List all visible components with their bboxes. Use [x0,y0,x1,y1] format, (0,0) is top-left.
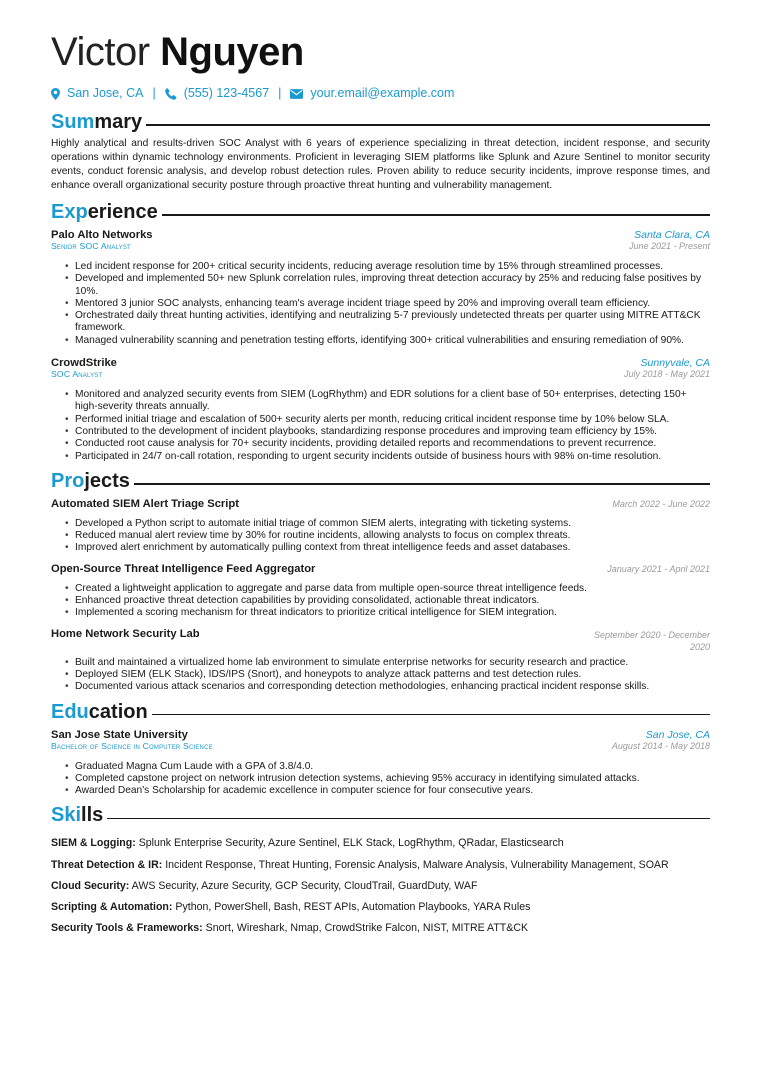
degree: Bachelor of Science in Computer Science [51,740,213,751]
bullet-item: • Created a lightweight application to aggregate and parse data from multiple open-source threat intelligence feeds. [75,583,710,595]
summary-text: Highly analytical and results-driven SOC Analyst with 6 years of experience specializing in threat detection, incident response, and security operations within dynamic technology environments. Proficient in leveraging SIEM platforms like Splunk and Azure Sentinel to monitor security events, conduct forensic analysis, and develop robust detection rules. Proven ability to reduce security incidents, improve response times, and enhance overall organizational security posture through proactive threat hunting and vulnerability management. [51,138,710,191]
bullet-item: • Documented various attack scenarios and corresponding detection methodologies, enhancing practical incident response skills. [75,681,710,693]
envelope-icon [290,89,303,99]
education-dates: August 2014 - May 2018 [611,740,710,751]
skill-category: SIEM & Logging: [51,837,136,850]
section-title: Education [51,700,148,723]
bullet-item: • Conducted root cause analysis for 70+ security incidents, providing detailed reports and recommendations to prevent recurrence. [75,438,710,450]
bullet-list [51,261,710,347]
project-entry [51,498,710,555]
skill-values: Incident Response, Threat Hunting, Forensic Analysis, Malware Analysis, Vulnerability Management, SOAR [165,858,669,871]
project-dates: September 2020 - December 2020 [593,629,710,653]
company-name: CrowdStrike [51,357,117,370]
bullet-list [51,518,710,555]
bullet-item: • Participated in 24/7 on-call rotation, responding to urgent security incidents outside of business hours with 98% on-time resolution. [75,451,710,463]
section-divider [152,714,710,716]
section-title: Summary [51,111,143,133]
bullet-item: • Awarded Dean's Scholarship for academic excellence in computer science for four consecutive years. [75,785,710,797]
section-divider [162,214,710,216]
section-divider [107,818,710,820]
project-name: Automated SIEM Alert Triage Script [51,497,239,510]
project-name: Home Network Security Lab [51,627,200,640]
contact-separator: | [152,86,156,100]
bullet-item: • Led incident response for 200+ critical security incidents, reducing average resolution time by 15% through streamlined processes. [75,261,710,273]
skills-heading [51,803,710,827]
job-location: Sunnyvale, CA [640,357,710,370]
location-text: San Jose, CA [67,86,144,100]
bullet-item: • Contributed to the development of incident playbooks, standardizing response procedures and improving team efficiency by 15%. [75,426,710,438]
bullet-item: • Completed capstone project on network intrusion detection systems, achieving 95% accuracy in identifying simulated attacks. [75,773,710,785]
experience-heading [51,200,710,224]
section-title: Projects [51,469,130,492]
company-name: Palo Alto Networks [51,229,153,241]
project-entry [51,628,710,694]
school-location: San Jose, CA [645,728,710,741]
phone-icon [165,88,177,100]
bullet-item: • Deployed SIEM (ELK Stack), IDS/IPS (Snort), and honeypots to analyze attack patterns and test detection rules. [75,669,710,681]
skill-values: AWS Security, Azure Security, GCP Security, CloudTrail, GuardDuty, WAF [131,879,478,892]
bullet-item: • Built and maintained a virtualized home lab environment to simulate enterprise networks for security research and practice. [75,657,710,669]
resume-page [51,30,710,939]
bullet-item: • Reduced manual alert review time by 30% for routine incidents, allowing analysts to focus on complex threats. [75,530,710,542]
job-title: Senior SOC Analyst [51,241,131,251]
job-title: SOC Analyst [51,369,103,380]
section-title: Experience [51,201,158,223]
first-name: Victor [51,30,150,74]
skill-category: Security Tools & Frameworks: [51,922,203,935]
school-name: San Jose State University [51,728,188,741]
bullet-item: • Improved alert enrichment by automatically pulling context from threat intelligence feeds and asset databases. [75,542,710,554]
experience-entry [51,357,710,463]
last-name: Nguyen [160,30,304,74]
candidate-name [51,30,710,74]
project-entry [51,563,710,620]
section-divider [134,483,710,485]
skill-row [51,897,710,918]
project-dates: March 2022 - June 2022 [612,498,710,509]
bullet-item: • Enhanced proactive threat detection capabilities by providing consolidated, actionable threat indicators. [75,595,710,607]
job-dates: July 2018 - May 2021 [623,369,710,380]
contact-phone[interactable] [165,86,269,100]
bullet-item: • Performed initial triage and escalation of 500+ security alerts per month, reducing critical incident response time by 10% below SLA. [75,414,710,426]
job-dates: June 2021 - Present [628,241,710,251]
phone-text: (555) 123-4567 [183,86,270,100]
contact-location [51,86,143,100]
skill-values: Splunk Enterprise Security, Azure Sentinel, ELK Stack, LogRhythm, QRadar, Elasticsearch [138,837,564,850]
skill-values: Snort, Wireshark, Nmap, CrowdStrike Falcon, NIST, MITRE ATT&CK [205,922,529,935]
job-location: Santa Clara, CA [634,229,710,241]
section-title: Skills [51,804,104,827]
summary-heading [51,110,710,134]
skill-values: Python, PowerShell, Bash, REST APIs, Automation Playbooks, YARA Rules [175,901,531,914]
bullet-item: • Implemented a scoring mechanism for threat indicators to prioritize critical intelligence for SIEM integration. [75,607,710,619]
skill-row [51,855,710,876]
experience-entry [51,229,710,347]
skill-category: Threat Detection & IR: [51,858,163,871]
project-dates: January 2021 - April 2021 [607,563,710,574]
project-name: Open-Source Threat Intelligence Feed Aggregator [51,562,316,575]
bullet-item: • Managed vulnerability scanning and penetration testing efforts, identifying 300+ critical vulnerabilities and ensuring remediation of 90%. [75,335,710,347]
skill-row [51,918,710,939]
bullet-list [51,583,710,620]
bullet-item: • Monitored and analyzed security events from SIEM (LogRhythm) and EDR solutions for a client base of 50+ enterprises, detecting 150+ high-severity threats annually. [75,389,710,414]
bullet-list [51,761,710,798]
skill-category: Cloud Security: [51,879,130,892]
email-link: your.email@example.com [310,86,455,100]
bullet-item: • Developed a Python script to automate initial triage of common SIEM alerts, integrating with ticketing systems. [75,518,710,530]
contact-line [51,86,710,100]
skill-category: Scripting & Automation: [51,901,173,914]
education-entry [51,729,710,798]
bullet-item: • Orchestrated daily threat hunting activities, identifying and neutralizing 5-7 previously undetected threats per quarter using MITRE ATT&CK framework. [75,310,710,335]
contact-email[interactable] [290,86,454,100]
bullet-list [51,389,710,463]
skill-row [51,876,710,897]
bullet-list [51,657,710,694]
contact-separator: | [278,86,282,100]
section-divider [146,124,710,126]
projects-heading [51,469,710,493]
skills-list [51,833,710,939]
map-pin-icon [51,88,60,100]
education-heading [51,700,710,724]
bullet-item: • Developed and implemented 50+ new Splunk correlation rules, improving threat detection accuracy by 25% and reducing false positives by 10%. [75,273,710,298]
skill-row [51,833,710,854]
bullet-item: • Graduated Magna Cum Laude with a GPA of 3.8/4.0. [75,761,710,773]
bullet-item: • Mentored 3 junior SOC analysts, enhancing team's average incident triage speed by 20% and improving overall team efficiency. [75,298,710,310]
